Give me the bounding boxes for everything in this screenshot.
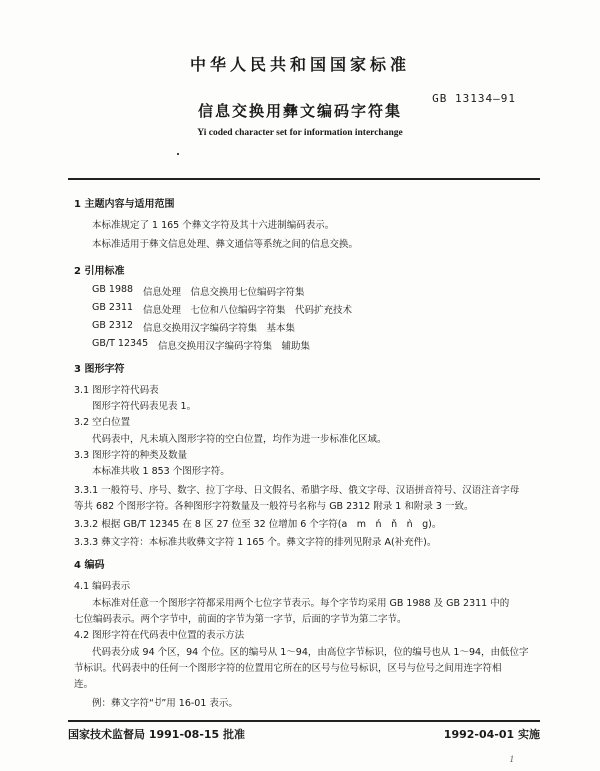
- page-number: 1: [509, 754, 514, 764]
- section-1-p2: 本标准适用于彝文信息处理、彝文通信等系统之间的信息交换。: [92, 239, 359, 250]
- ref-code-4: GB/T 12345: [92, 338, 149, 349]
- section-1-p1: 本标准规定了 1 165 个彝文字符及其十六进制编码表示。: [92, 220, 335, 231]
- section-4-1-heading: 4.1 编码表示: [74, 581, 131, 592]
- title-chinese: 信息交换用彝文编码字符集: [197, 102, 402, 120]
- section-2-heading: 2 引用标准: [74, 266, 125, 277]
- effective-date: 1992-04-01 实施: [443, 728, 540, 741]
- section-3-3-text: 本标准共收 1 853 个图形字符。: [92, 466, 230, 477]
- section-4-2-heading: 4.2 图形字符在代码表中位置的表示方法: [74, 630, 245, 641]
- section-4-1-line-2: 七位编码表示。两个字节中，前面的字节为第一字节，后面的字节为第二字节。: [74, 614, 407, 625]
- title-english: Yi coded character set for information interchange: [197, 128, 403, 138]
- section-3-3-1-line-2: 等共 682 个图形字符。各种图形字符数量及一般符号名称与 GB 2312 附录 1 和附录 3 一致。: [74, 501, 474, 512]
- section-3-1-text: 图形字符代码表见表 1。: [92, 401, 197, 412]
- section-3-heading: 3 图形字符: [74, 364, 125, 375]
- section-3-3-heading: 3.3 图形字符的种类及数量: [74, 450, 188, 461]
- approval-date: 国家技术监督局 1991-08-15 批准: [68, 728, 246, 741]
- section-3-2-heading: 3.2 空白位置: [74, 417, 131, 428]
- ref-name-2: 信息处理 七位和八位编码字符集 代码扩充技术: [143, 305, 353, 316]
- section-3-2-text: 代码表中，凡未填入图形字符的空白位置，均作为进一步标准化区域。: [92, 434, 387, 445]
- dot-mark: [177, 153, 179, 155]
- section-3-3-3: 3.3.3 彝文字符：本标准共收彝文字符 1 165 个。彝文字符的排列见附录 A(补充件)。: [74, 537, 437, 548]
- ref-name-4: 信息交换用汉字编码字符集 辅助集: [158, 341, 311, 352]
- section-1-heading: 1 主题内容与适用范围: [74, 199, 175, 210]
- ref-code-1: GB 1988: [92, 284, 134, 295]
- section-4-2-line-2: 节标识。代码表中的任何一个图形字符的位置用它所在的区号与位号标识，区号与位号之间用连字符相: [74, 663, 502, 674]
- section-3-3-2: 3.3.2 根据 GB/T 12345 在 8 区 27 位至 32 位增加 6 个字符(a m ń ň ǹ g)。: [74, 519, 442, 530]
- section-4-heading: 4 编码: [74, 560, 105, 571]
- ref-name-1: 信息处理 信息交换用七位编码字符集: [143, 287, 305, 298]
- ref-code-3: GB 2312: [92, 320, 134, 331]
- section-4-2-line-3: 连。: [74, 679, 94, 690]
- ref-code-2: GB 2311: [92, 302, 134, 313]
- footer-rule: [68, 720, 540, 722]
- standard-org: 中华人民共和国国家标准: [189, 55, 410, 74]
- section-4-2-example: 例：彝文字符“ꀀ”用 16-01 表示。: [92, 698, 238, 709]
- section-4-1-line-1: 本标准对任意一个图形字符都采用两个七位字节表示。每个字节均采用 GB 1988 及 GB 2311 中的: [92, 598, 510, 609]
- section-3-1-heading: 3.1 图形字符代码表: [74, 385, 159, 396]
- header-rule: [68, 178, 540, 180]
- section-4-2-line-1: 代码表分成 94 个区，94 个位。区的编号从 1～94，由高位字节标识，位的编号也从 1～94，由低位字: [92, 647, 529, 658]
- standard-code: GB 13134—91: [432, 92, 516, 105]
- ref-name-3: 信息交换用汉字编码字符集 基本集: [143, 323, 296, 334]
- section-3-3-1-line-1: 3.3.1 一般符号、序号、数字、拉丁字母、日文假名、希腊字母、俄文字母、汉语拼音符号、汉语注音字母: [74, 485, 520, 496]
